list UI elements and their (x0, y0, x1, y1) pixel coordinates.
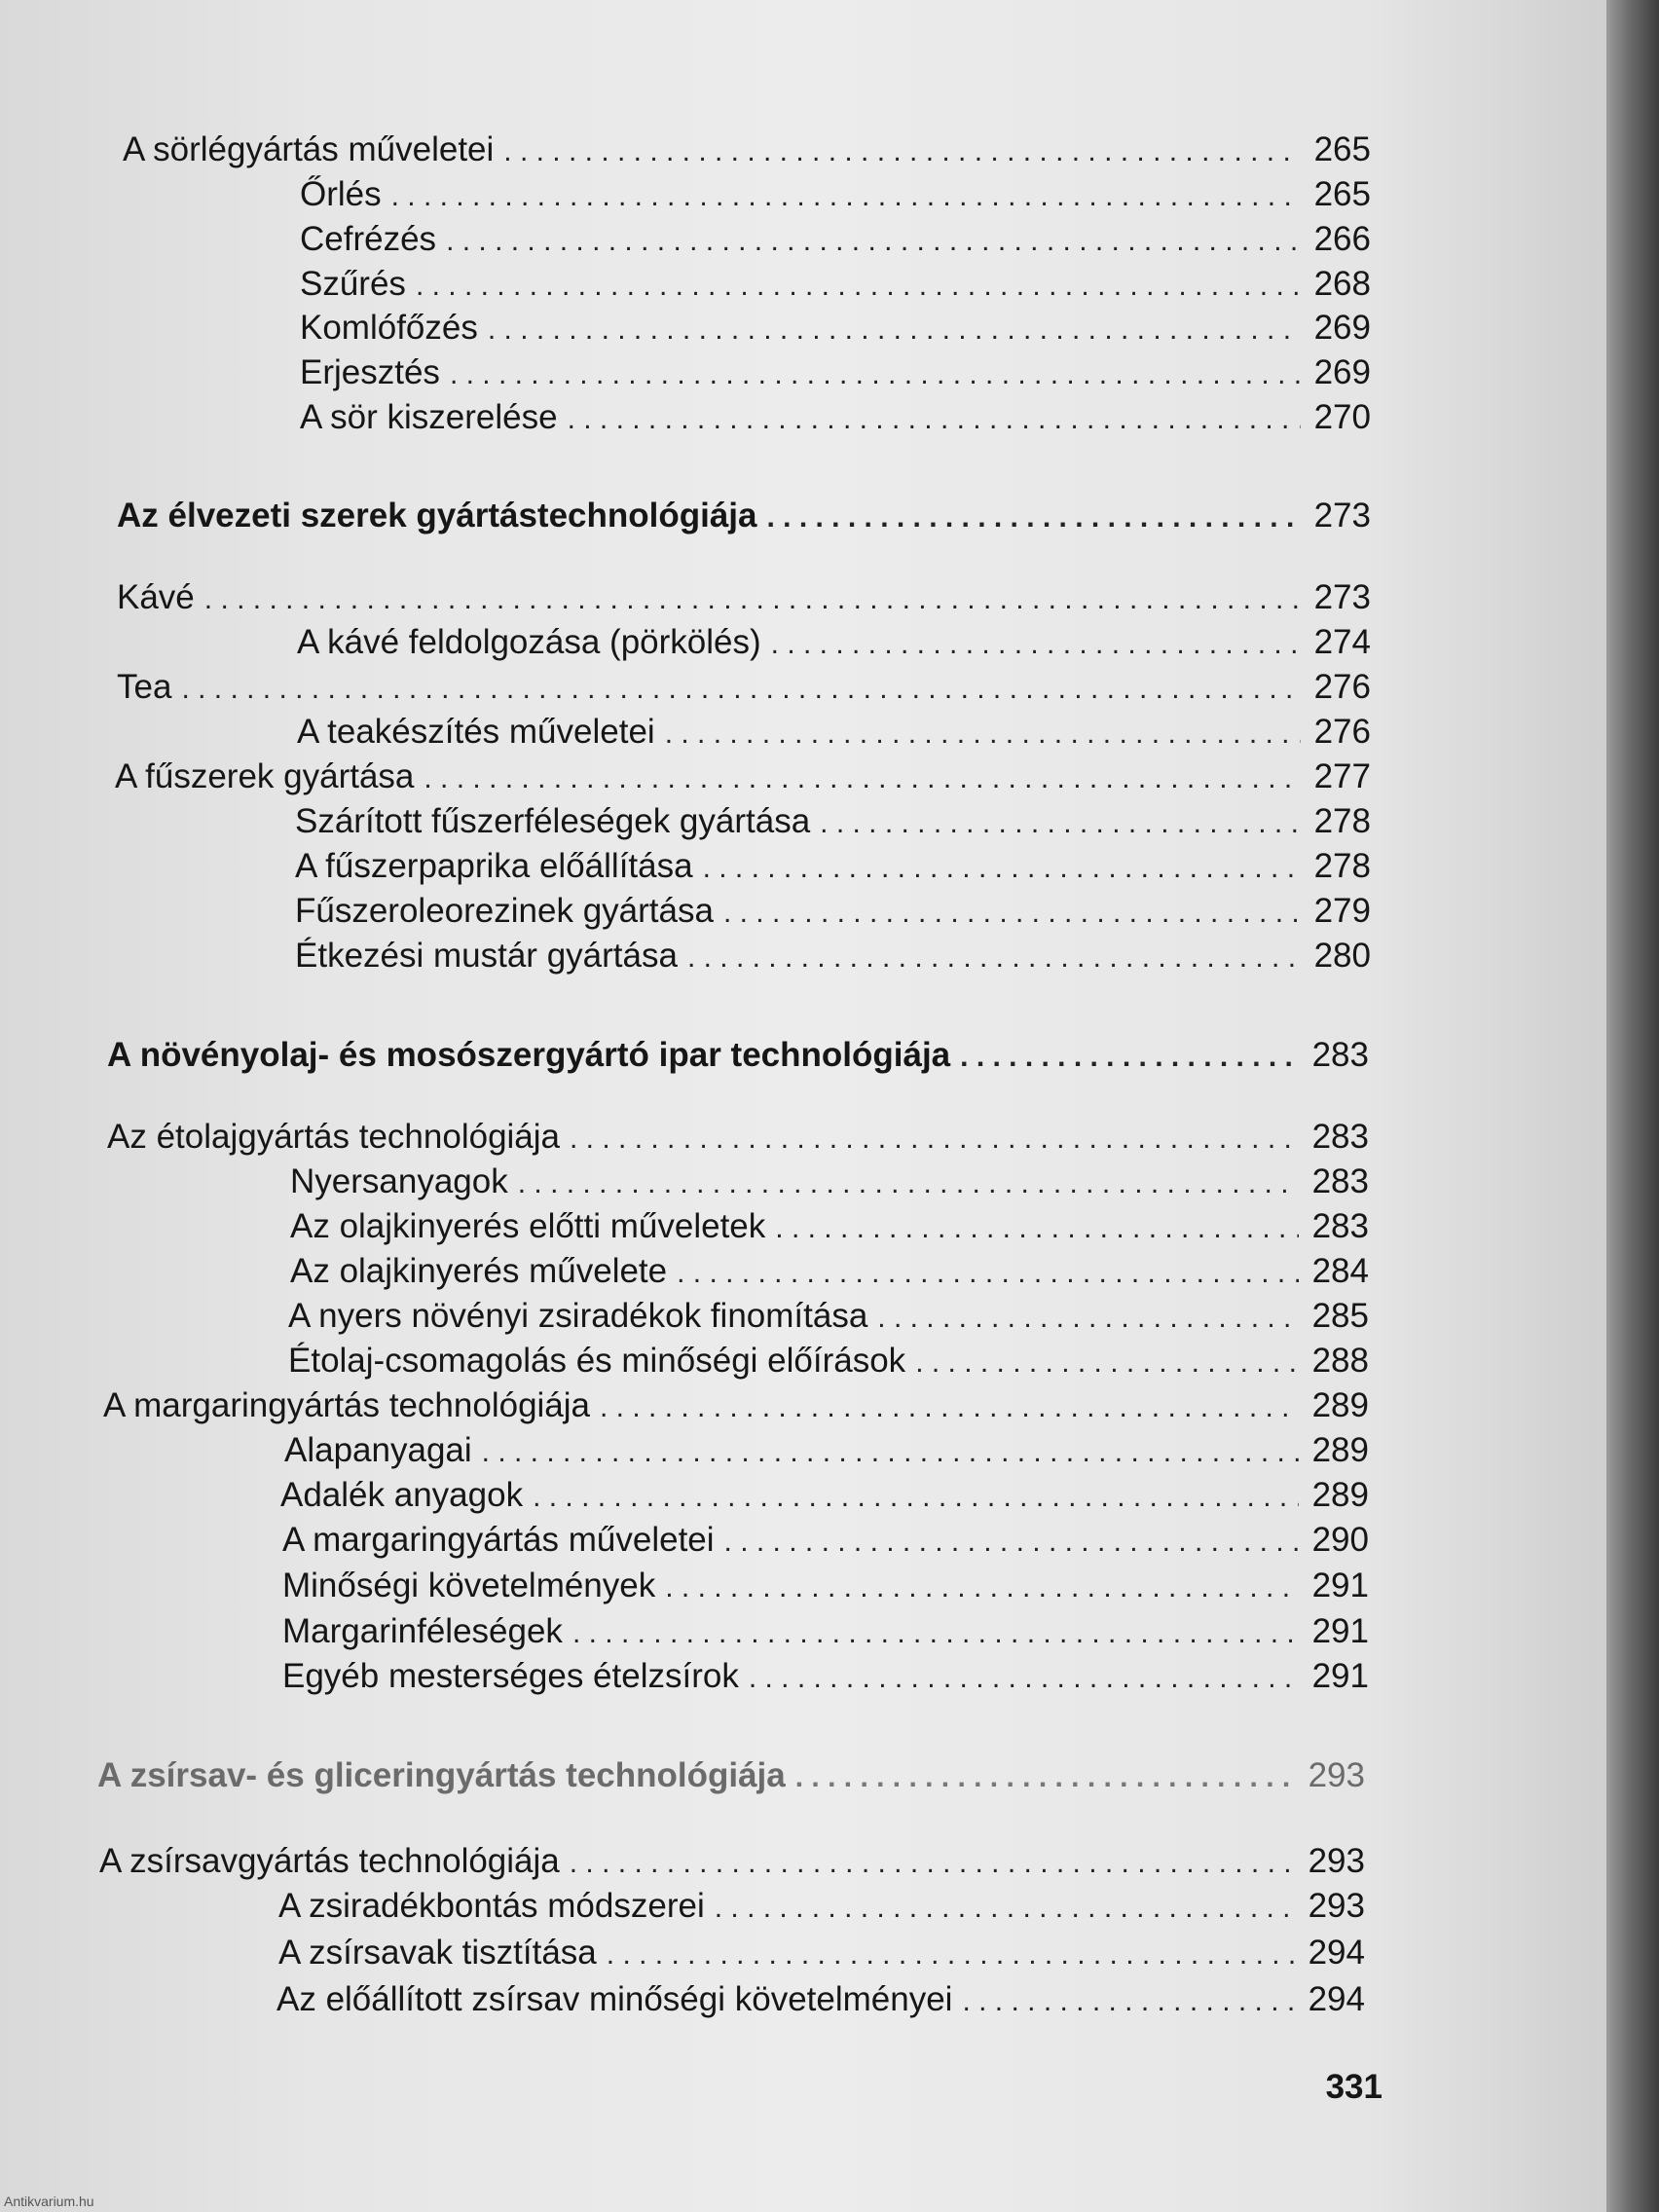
toc-entry-title: Őrlés (300, 175, 382, 213)
toc-entry-page: 277 (1313, 757, 1371, 795)
dot-leader (391, 175, 1301, 218)
toc-entry-title: A nyers növényi zsiradékok finomítása (288, 1297, 868, 1335)
toc-entry-page: 294 (1308, 1980, 1365, 2018)
toc-entry (117, 576, 1371, 619)
toc-entry-page: 294 (1308, 1934, 1365, 1972)
toc-entry (300, 173, 1371, 216)
dot-leader (607, 1934, 1295, 1976)
toc-entry (278, 1885, 1365, 1928)
dot-leader (665, 1567, 1298, 1609)
dot-leader (724, 1521, 1299, 1564)
toc-chapter-heading (97, 1754, 1365, 1797)
toc-entry (103, 1384, 1369, 1427)
toc-entry-page: 283 (1311, 1162, 1369, 1200)
dot-leader (775, 1207, 1298, 1250)
dot-leader (204, 578, 1301, 621)
dot-leader (715, 1887, 1295, 1930)
dot-leader (446, 220, 1301, 263)
toc-entry-title: Az étolajgyártás technológiája (107, 1118, 561, 1156)
toc-entry-title: Szűrés (300, 265, 406, 303)
toc-entry (282, 1655, 1369, 1698)
toc-entry (295, 890, 1371, 933)
toc-entry-title: Kávé (117, 578, 195, 616)
toc-entry (295, 845, 1371, 888)
toc-entry-title: A sör kiszerelése (300, 398, 558, 436)
toc-entry-title: A teakészítés műveletei (297, 713, 655, 751)
dot-leader (482, 1431, 1299, 1474)
toc-entry-title: Komlófőzés (300, 309, 478, 347)
watermark-text: Antikvarium.hu (4, 2194, 94, 2209)
toc-entry-title: Az olajkinyerés előtti műveletek (290, 1207, 766, 1245)
toc-entry (99, 1840, 1365, 1883)
toc-entry-page: 274 (1313, 623, 1371, 661)
toc-entry (290, 1205, 1369, 1248)
dot-leader (820, 802, 1300, 845)
dot-leader (568, 398, 1301, 441)
toc-entry-title: Az olajkinyerés művelete (290, 1252, 668, 1290)
toc-entry-page: 285 (1311, 1297, 1369, 1335)
toc-entry-page: 280 (1313, 937, 1371, 975)
toc-entry-page: 265 (1313, 175, 1371, 213)
dot-leader (749, 1657, 1299, 1700)
toc-entry-title: A növényolaj- és mosószergyártó ipar technológiája (107, 1036, 951, 1074)
toc-entry-title: Az élvezeti szerek gyártástechnológiája (117, 497, 757, 535)
toc-entry-page: 288 (1311, 1342, 1369, 1380)
dot-leader (962, 1980, 1294, 2023)
toc-entry-page: 291 (1311, 1567, 1369, 1604)
toc-entry (282, 1565, 1369, 1607)
dot-leader (503, 130, 1300, 173)
dot-leader (570, 1118, 1299, 1161)
dot-leader (767, 497, 1301, 539)
dot-leader (960, 1036, 1298, 1079)
toc-entry-title: A sörlégyártás műveletei (123, 130, 495, 168)
toc-entry-page: 291 (1311, 1657, 1369, 1695)
toc-chapter-heading (117, 495, 1371, 537)
toc-entry-page: 293 (1308, 1756, 1365, 1794)
dot-leader (533, 1476, 1299, 1519)
toc-entry-title: Tea (117, 668, 172, 706)
dot-leader (424, 757, 1300, 800)
toc-entry-page: 283 (1311, 1118, 1369, 1156)
toc-entry (284, 1429, 1369, 1472)
dot-leader (450, 353, 1301, 396)
toc-entry-page: 284 (1311, 1252, 1369, 1290)
toc-entry (295, 800, 1371, 843)
toc-entry (290, 1161, 1369, 1203)
toc-entry (280, 1474, 1369, 1517)
toc-entry-title: A kávé feldolgozása (pörkölés) (297, 623, 761, 661)
dot-leader (416, 265, 1301, 308)
toc-entry-title: Étkezési mustár gyártása (295, 937, 678, 975)
toc-entry (117, 666, 1371, 709)
toc-entry-page: 276 (1313, 713, 1371, 751)
toc-entry-page: 279 (1313, 892, 1371, 930)
dot-leader (600, 1386, 1299, 1429)
dot-leader (795, 1756, 1295, 1799)
toc-entry (278, 1932, 1365, 1974)
toc-entry (282, 1519, 1369, 1562)
toc-entry-page: 273 (1313, 497, 1371, 535)
toc-entry-page: 269 (1313, 353, 1371, 391)
toc-entry (300, 396, 1371, 439)
toc-entry (282, 1610, 1369, 1653)
toc-entry-page: 289 (1311, 1476, 1369, 1514)
toc-entry (300, 307, 1371, 350)
dot-leader (687, 937, 1301, 979)
toc-entry (288, 1295, 1369, 1338)
toc-entry-title: A fűszerpaprika előállítása (295, 847, 693, 885)
dot-leader (677, 1252, 1298, 1295)
toc-entry-title: Az előállított zsírsav minőségi követelményei (276, 1980, 953, 2018)
dot-leader (915, 1342, 1298, 1384)
toc-entry-title: Margarinféleségek (282, 1612, 563, 1650)
toc-entry-title: A zsírsavak tisztítása (278, 1934, 597, 1972)
toc-entry-page: 266 (1313, 220, 1371, 258)
toc-entry-title: A zsiradékbontás módszerei (278, 1887, 705, 1925)
toc-entry-title: Erjesztés (300, 353, 440, 391)
toc-entry-title: A zsírsav- és gliceringyártás technológiája (97, 1756, 786, 1794)
toc-entry-title: Nyersanyagok (290, 1162, 508, 1200)
toc-entry-page: 278 (1313, 847, 1371, 885)
toc-entry (297, 621, 1371, 664)
toc-entry (297, 711, 1371, 754)
toc-entry (300, 351, 1371, 394)
toc-entry-title: A fűszerek gyártása (115, 757, 415, 795)
page-number: 331 (1325, 2068, 1382, 2106)
toc-entry-page: 291 (1311, 1612, 1369, 1650)
toc-entry-page: 283 (1311, 1207, 1369, 1245)
toc-entry-title: A zsírsavgyártás technológiája (99, 1842, 560, 1880)
toc-entry-title: A margaringyártás műveletei (282, 1521, 715, 1559)
dot-leader (570, 1842, 1295, 1885)
toc-entry-title: Cefrézés (300, 220, 437, 258)
toc-entry-page: 276 (1313, 668, 1371, 706)
dot-leader (488, 309, 1301, 351)
toc-entry (300, 218, 1371, 261)
toc-entry (123, 129, 1371, 171)
toc-chapter-heading (107, 1034, 1369, 1077)
toc-entry-title: Fűszeroleorezinek gyártása (295, 892, 714, 930)
toc-entry-title: Minőségi követelmények (282, 1567, 656, 1604)
toc-entry (276, 1978, 1365, 2021)
toc-entry-page: 273 (1313, 578, 1371, 616)
toc-entry-page: 289 (1311, 1386, 1369, 1424)
toc-entry-title: Alapanyagai (284, 1431, 472, 1469)
toc-entry-page: 278 (1313, 802, 1371, 840)
toc-entry-page: 268 (1313, 265, 1371, 303)
toc-entry-page: 290 (1311, 1521, 1369, 1559)
toc-entry-page: 289 (1311, 1431, 1369, 1469)
toc-entry-page: 269 (1313, 309, 1371, 347)
toc-entry-title: Étolaj-csomagolás és minőségi előírások (288, 1342, 906, 1380)
toc-entry-title: A margaringyártás technológiája (103, 1386, 591, 1424)
dot-leader (771, 623, 1301, 666)
dot-leader (703, 847, 1301, 890)
toc-entry-page: 283 (1311, 1036, 1369, 1074)
dot-leader (572, 1612, 1299, 1655)
toc-entry-page: 293 (1308, 1887, 1365, 1925)
toc-entry-title: Szárított fűszerféleségek gyártása (295, 802, 811, 840)
book-gutter-shadow (1606, 0, 1659, 2212)
toc-entry (288, 1340, 1369, 1382)
toc-entry-title: Adalék anyagok (280, 1476, 524, 1514)
toc-entry (107, 1116, 1369, 1159)
dot-leader (518, 1162, 1299, 1205)
toc-entry (290, 1250, 1369, 1293)
toc-entry-page: 293 (1308, 1842, 1365, 1880)
toc-entry-title: Egyéb mesterséges ételzsírok (282, 1657, 739, 1695)
dot-leader (665, 713, 1301, 756)
toc-entry-page: 270 (1313, 398, 1371, 436)
toc-entry (115, 756, 1371, 798)
toc-entry (300, 263, 1371, 306)
dot-leader (723, 892, 1301, 935)
toc-entry-page: 265 (1313, 130, 1371, 168)
toc-entry (295, 935, 1371, 977)
dot-leader (181, 668, 1300, 711)
dot-leader (877, 1297, 1298, 1340)
